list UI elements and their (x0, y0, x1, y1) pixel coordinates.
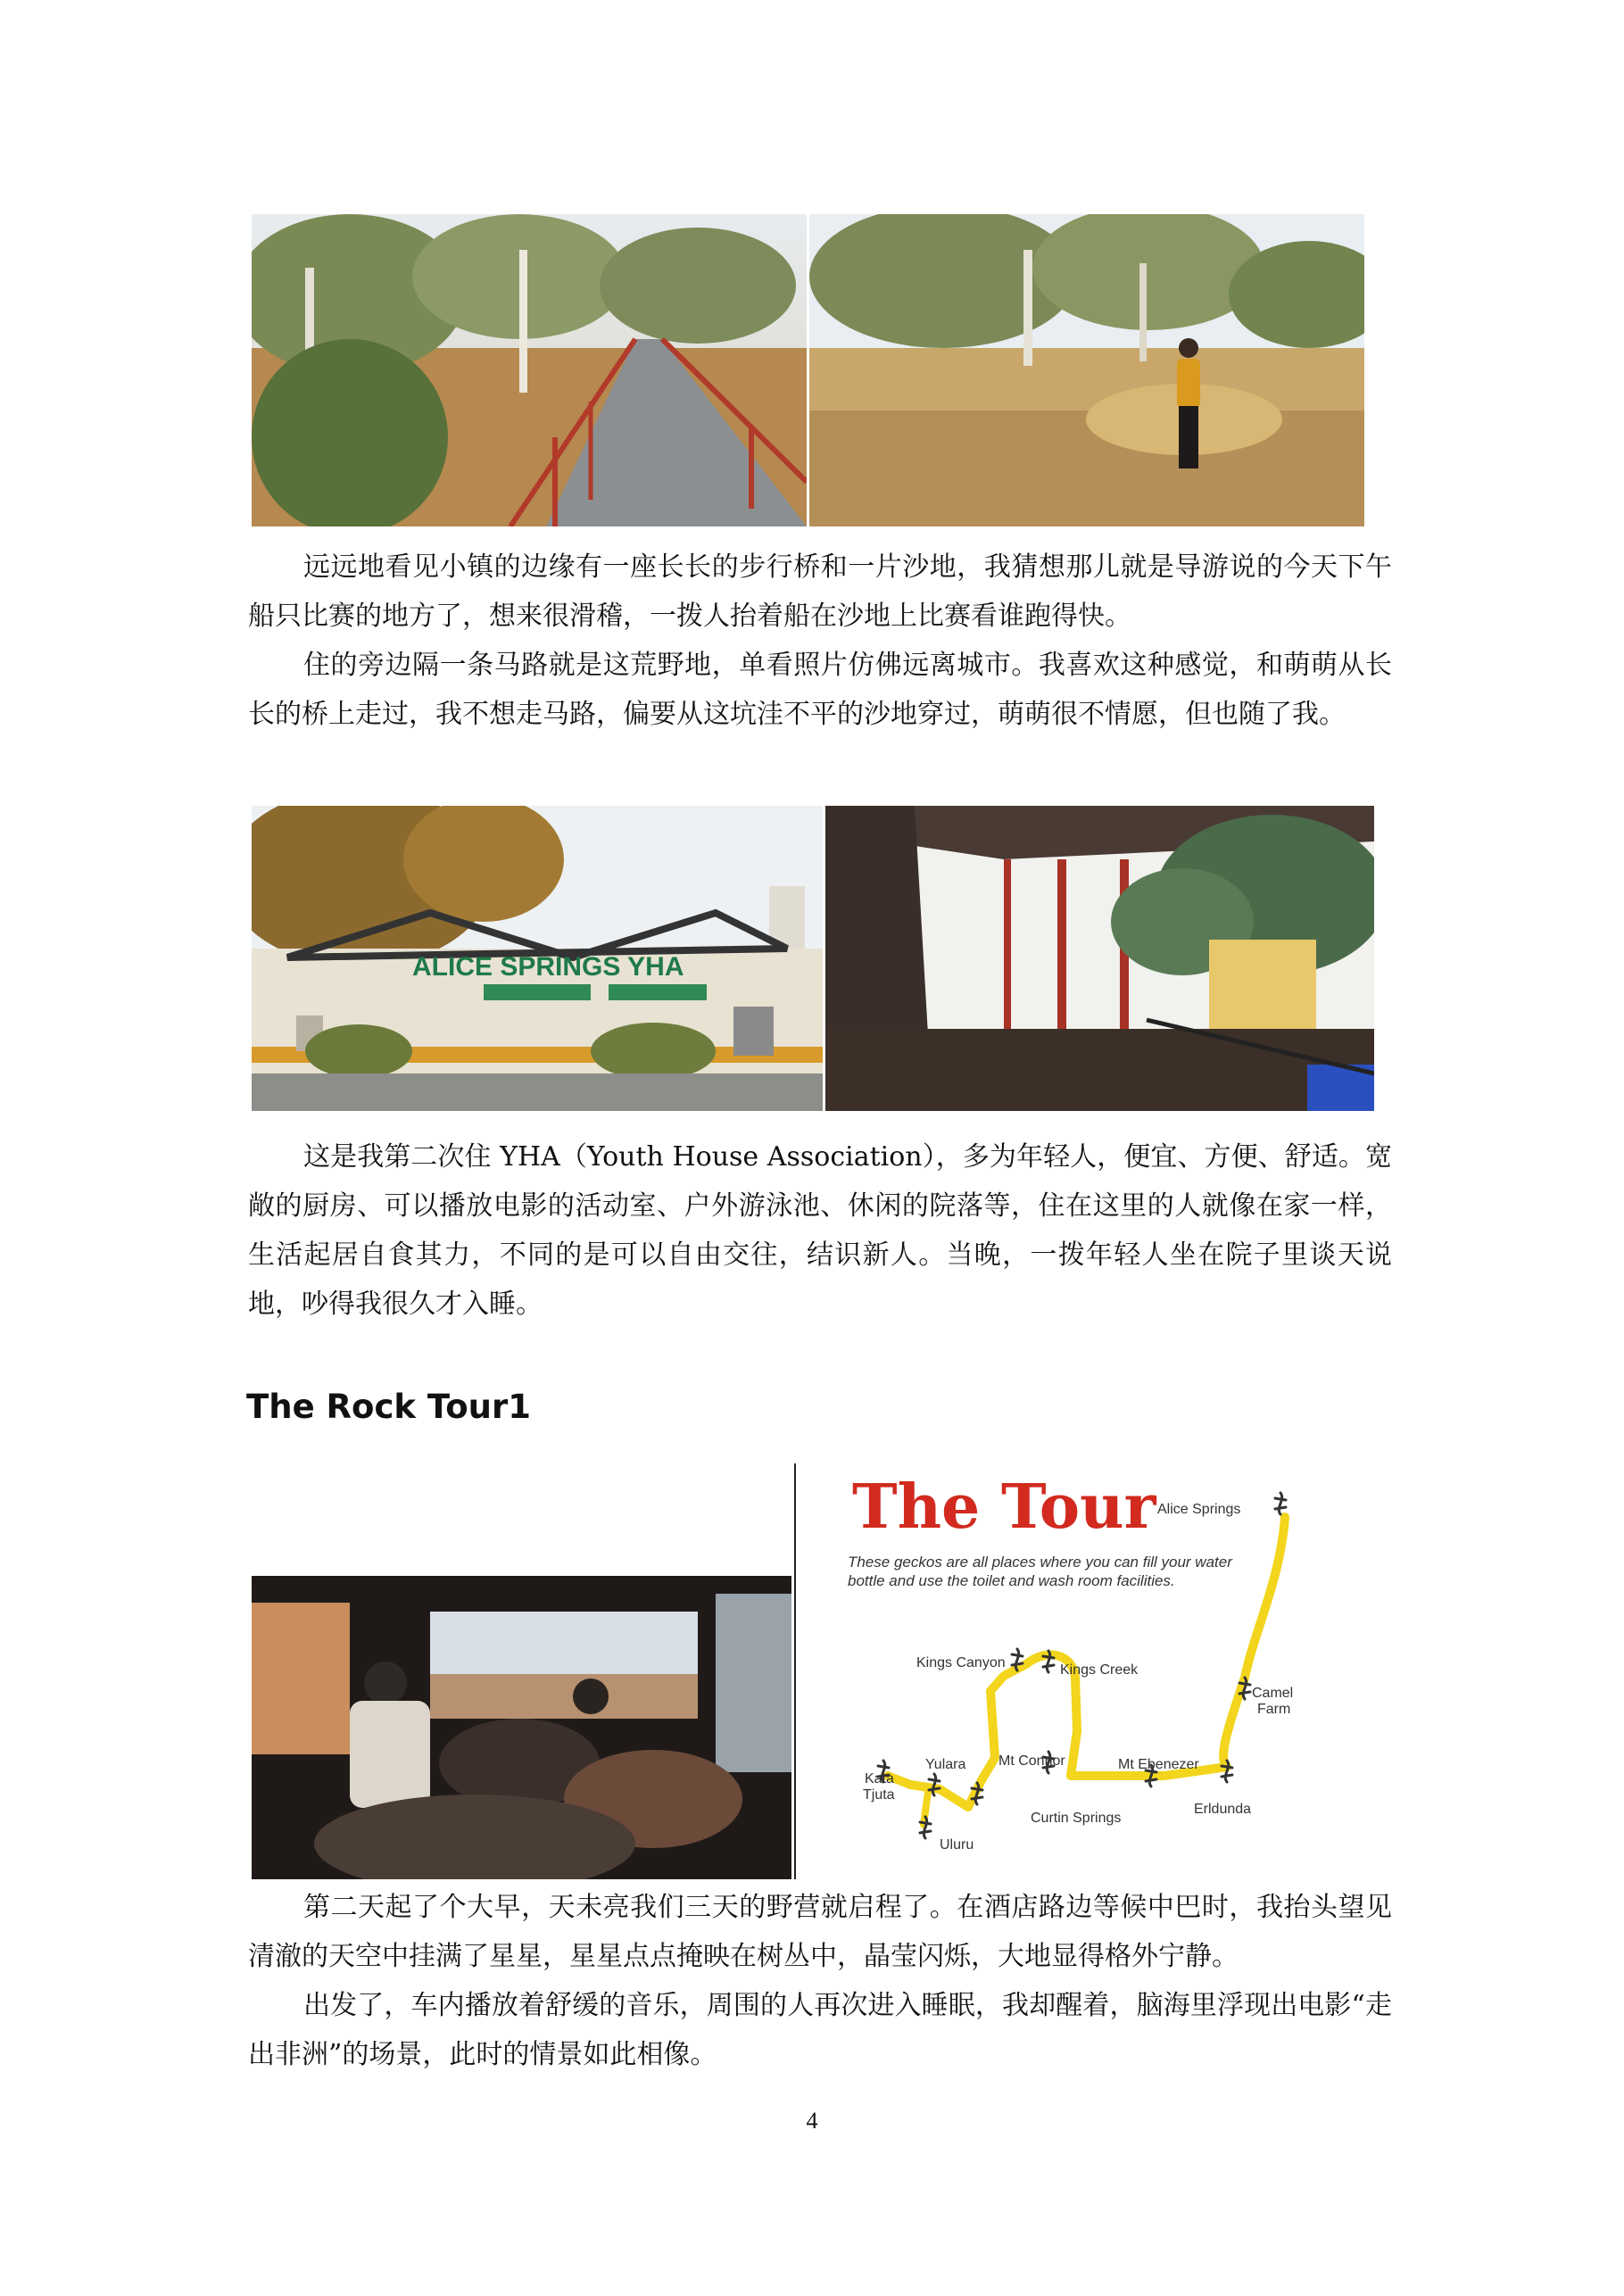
photo-yha-veranda (825, 806, 1374, 1111)
place-mt-ebenezer: Mt Ebenezer (1118, 1757, 1199, 1772)
place-alice-springs: Alice Springs (1157, 1502, 1241, 1517)
place-kata: Kata (865, 1771, 894, 1786)
paragraph-1: 远远地看见小镇的边缘有一座长长的步行桥和一片沙地，我猜想那儿就是导游说的今天下午船只比赛的地方了，想来很滑稽，一拨人抬着船在沙地上比赛看谁跑得快。 (248, 551, 1392, 632)
place-kings-canyon: Kings Canyon (916, 1655, 1006, 1670)
paragraph-4: 第二天起了个大早，天未亮我们三天的野营就启程了。在酒店路边等候中巴时，我抬头望见清澈的天空中挂满了星星，星星点点掩映在树丛中，晶莹闪烁，大地显得格外宁静。 (248, 1892, 1392, 1972)
paragraph-5: 出发了，车内播放着舒缓的音乐，周围的人再次进入睡眠，我却醒着，脑海里浮现出电影“走出非洲”的场景，此时的情景如此相像。 (248, 1990, 1392, 2070)
place-yulara: Yulara (925, 1757, 966, 1772)
section-heading: The Rock Tour1 (246, 1388, 531, 1426)
place-kings-creek: Kings Creek (1060, 1662, 1139, 1678)
tour-map (834, 1463, 1307, 1856)
yha-sign: ALICE SPRINGS YHA (412, 952, 684, 982)
photo-grassland-woman (809, 214, 1364, 526)
map-title: The Tour (852, 1471, 1156, 1543)
gecko-icon (1275, 1493, 1286, 1514)
place-tjuta: Tjuta (863, 1787, 895, 1803)
photo-yha-building (252, 806, 823, 1111)
place-camel: Camel (1252, 1686, 1294, 1701)
paragraph-3: 这是我第二次住 YHA（Youth House Association），多为年轻人，便宜、方便、舒适。宽敞的厨房、可以播放电影的活动室、户外游泳池、休闲的院落等，住在这里的人就像在家一样，生活起居自食其力，不同的是可以自由交往，结识新人。当晚，一拨年轻人坐在院子里谈天说地，吵得我很久才入睡。 (248, 1141, 1392, 1320)
place-uluru: Uluru (940, 1837, 974, 1853)
page-number: 4 (806, 2108, 818, 2134)
paragraph-2: 住的旁边隔一条马路就是这荒野地，单看照片仿佛远离城市。我喜欢这种感觉，和萌萌从长长的桥上走过，我不想走马路，偏要从这坑洼不平的沙地穿过，萌萌很不情愿，但也随了我。 (248, 650, 1392, 730)
place-farm: Farm (1257, 1702, 1291, 1717)
photo-divider (794, 1463, 796, 1879)
place-erldunda: Erldunda (1194, 1802, 1252, 1817)
photo-bus-interior (252, 1576, 791, 1879)
place-mt-connor: Mt Connor (998, 1753, 1065, 1769)
photo-footbridge (252, 214, 807, 526)
place-curtin-springs: Curtin Springs (1031, 1811, 1122, 1826)
map-note: These geckos are all places where you can fill your water bottle and use the toilet and wash room facilities. (848, 1554, 1232, 1589)
